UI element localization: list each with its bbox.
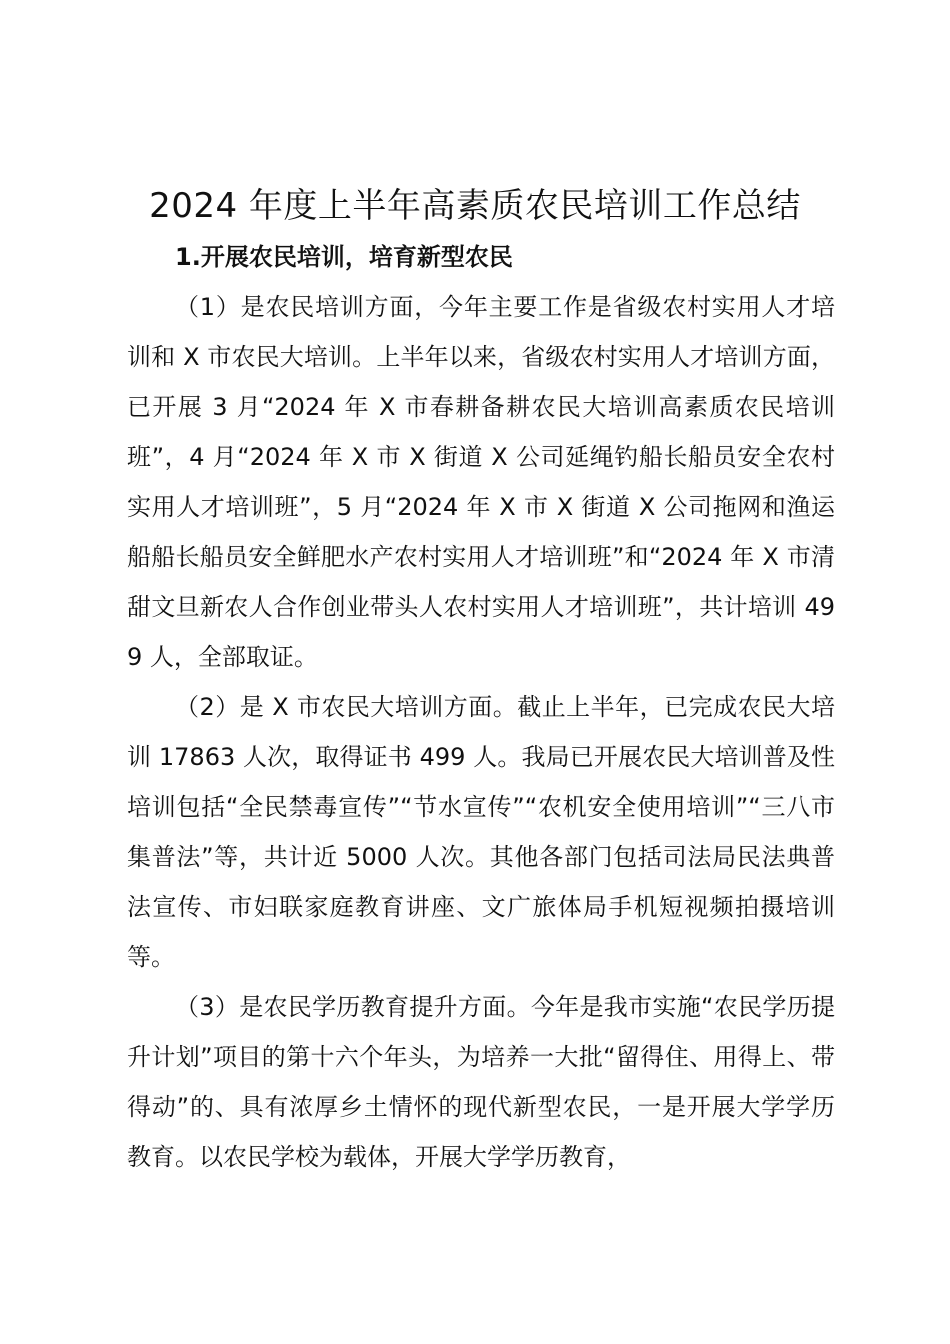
paragraph-3: （3）是农民学历教育提升方面。今年是我市实施“农民学历提升计划”项目的第十六个年头，为培养一大批“留得住、用得上、带得动”的、具有浓厚乡土情怀的现代新型农民，一是开展大学学历教育。以农民学校为载体，开展大学学历教育， [127,993,835,1171]
section-heading: 1.开展农民培训，培育新型农民 [175,243,513,271]
paragraph-2: （2）是 X 市农民大培训方面。截止上半年，已完成农民大培训 17863 人次，取得证书 499 人。我局已开展农民大培训普及性培训包括“全民禁毒宣传”“节水宣传”“农机安全使用培训”“三八市集普法”等，共计近 5000 人次。其他各部门包括司法局民法典普法宣传、市妇联家庭教育讲座、文广旅体局手机短视频拍摄培训等。 [127,693,835,971]
paragraph-1: （1）是农民培训方面，今年主要工作是省级农村实用人才培训和 X 市农民大培训。上半年以来，省级农村实用人才培训方面，已开展 3 月“2024 年 X 市春耕备耕农民大培训高素质农民培训班”，4 月“2024 年 X 市 X 街道 X 公司延绳钓船长船员安全农村实用人才培训班”，5 月“2024 年 X 市 X 街道 X 公司拖网和渔运船船长船员安全鲜肥水产农村实用人才培训班”和“2024 年 X 市清甜文旦新农人合作创业带头人农村实用人才培训班”，共计培训 499 人，全部取证。 [127,293,835,671]
document-title: 2024 年度上半年高素质农民培训工作总结 [149,186,801,226]
document-body [127,232,835,1182]
